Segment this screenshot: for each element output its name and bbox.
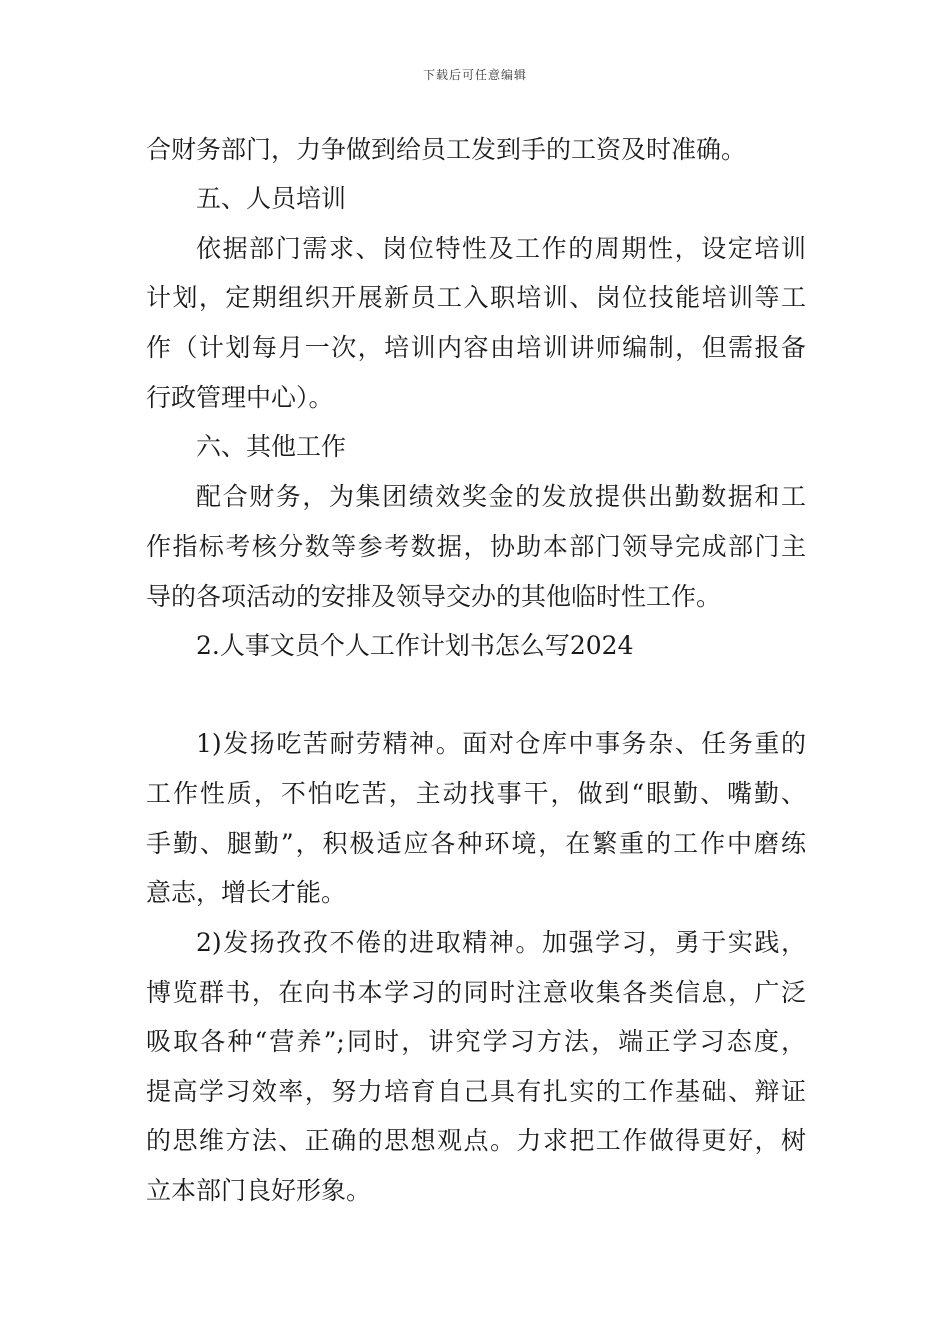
text-line: 手勤、腿勤”，积极适应各种环境，在繁重的工作中磨练 bbox=[146, 829, 806, 858]
section-heading: 五、人员培训 bbox=[196, 184, 347, 213]
text-line: 配合财务，为集团绩效奖金的发放提供出勤数据和工 bbox=[196, 482, 806, 511]
text-line: 立本部门良好形象。 bbox=[146, 1176, 372, 1205]
text-line: 博览群书，在向书本学习的同时注意收集各类信息，广泛 bbox=[146, 978, 806, 1007]
text-line: 计划，定期组织开展新员工入职培训、岗位技能培训等工 bbox=[146, 283, 806, 312]
text-line: 吸取各种“营养”;同时，讲究学习方法，端正学习态度， bbox=[146, 1027, 806, 1056]
text-line: 1)发扬吃苦耐劳精神。面对仓库中事务杂、任务重的 bbox=[196, 729, 806, 758]
section-heading: 2.人事文员个人工作计划书怎么写2024 bbox=[196, 631, 634, 660]
text-line: 的思维方法、正确的思想观点。力求把工作做得更好，树 bbox=[146, 1126, 806, 1155]
text-line: 作指标考核分数等参考数据，协助本部门领导完成部门主 bbox=[146, 532, 806, 561]
text-line: 合财务部门，力争做到给员工发到手的工资及时准确。 bbox=[146, 135, 747, 164]
text-line: 意志，增长才能。 bbox=[146, 878, 347, 907]
text-line: 导的各项活动的安排及领导交办的其他临时性工作。 bbox=[146, 582, 722, 611]
text-line: 工作性质，不怕吃苦，主动找事干，做到“眼勤、嘴勤、 bbox=[146, 779, 806, 808]
text-line: 提高学习效率，努力培育自己具有扎实的工作基础、辩证 bbox=[146, 1077, 806, 1106]
page-header-note: 下载后可任意编辑 bbox=[422, 68, 527, 82]
text-line: 依据部门需求、岗位特性及工作的周期性，设定培训 bbox=[196, 234, 806, 263]
text-line: 行政管理中心）。 bbox=[146, 383, 334, 412]
text-line: 2)发扬孜孜不倦的进取精神。加强学习，勇于实践， bbox=[196, 928, 806, 957]
text-line: 作（计划每月一次，培训内容由培训讲师编制，但需报备 bbox=[146, 333, 806, 362]
section-heading: 六、其他工作 bbox=[196, 432, 347, 461]
